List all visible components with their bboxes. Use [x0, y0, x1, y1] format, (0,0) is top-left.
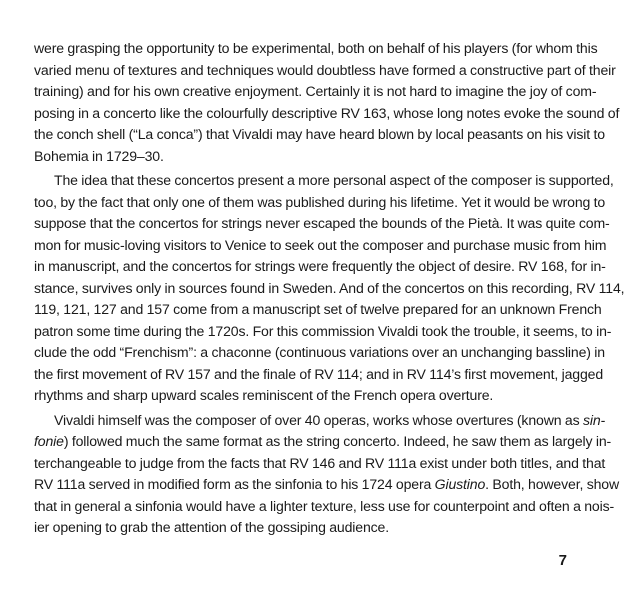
text-line: the first movement of RV 157 and the finale of RV 114; and in RV 114’s first movement, jagged: [34, 365, 604, 382]
text-line: clude the odd “Frenchism”: a chaconne (continuous variations over an unchanging bassline) in: [34, 344, 605, 360]
text-line: ier opening to grab the attention of the gossiping audience.: [34, 519, 390, 535]
paragraph-1: [34, 38, 620, 167]
document-page: [34, 38, 624, 539]
text-line: rhythms and sharp upward scales reminiscent of the French opera overture.: [34, 387, 494, 403]
text-line: varied menu of textures and techniques would doubtless have formed a constructive part of their: [34, 61, 616, 78]
text-line: posing in a concerto like the colourfully descriptive RV 163, whose long notes evoke the sound of: [34, 104, 620, 121]
text-line: the conch shell (“La conca”) that Vivaldi may have heard blown by local peasants on his visit to: [34, 126, 605, 142]
text-line: The idea that these concertos present a more personal aspect of the composer is supported,: [54, 172, 614, 188]
text-line: terchangeable to judge from the facts that RV 146 and RV 111a exist under both titles, and that: [34, 454, 606, 471]
text-line: Vivaldi himself was the composer of over 40 operas, works whose overtures (known as sin-: [54, 411, 606, 428]
text-line: mon for music-loving visitors to Venice to seek out the composer and purchase music from him: [34, 236, 607, 253]
text-line: stance, survives only in sources found in Sweden. And of the concertos on this recording, RV 114,: [34, 279, 624, 296]
italic-text: sin-: [582, 411, 606, 428]
text-line: patron some time during the 1720s. For this commission Vivaldi took the trouble, it seems, to in-: [34, 322, 612, 339]
text-line: in manuscript, and the concertos for strings were frequently the object of desire. RV 168, for in-: [34, 258, 606, 274]
page-number: 7: [558, 552, 567, 569]
italic-text: Giustino: [434, 476, 486, 492]
paragraph-3: [34, 410, 620, 539]
text-line: suppose that the concertos for strings never escaped the bounds of the Pietà. It was quite com-: [34, 215, 610, 231]
italic-text: fonie: [34, 433, 64, 449]
text-line: that in general a sinfonia would have a lighter texture, less use for counterpoint and often a nois-: [34, 497, 615, 514]
text-line: too, by the fact that only one of them was published during his lifetime. Yet it would be wrong to: [34, 193, 606, 210]
text-line: Bohemia in 1729–30.: [34, 147, 164, 164]
text-line: 119, 121, 127 and 157 come from a manuscript set of twelve prepared for an unknown French: [34, 301, 602, 317]
text-line: RV 111a served in modified form as the sinfonia to his 1724 opera Giustino. Both, however, show: [34, 476, 620, 492]
paragraph-2: [34, 170, 624, 407]
text-line: were grasping the opportunity to be experimental, both on behalf of his players (for whom this: [34, 40, 598, 56]
text-line: fonie) followed much the same format as the string concerto. Indeed, he saw them as largely in-: [34, 433, 612, 449]
text-line: training) and for his own creative enjoyment. Certainly it is not hard to imagine the joy of com-: [34, 83, 597, 99]
